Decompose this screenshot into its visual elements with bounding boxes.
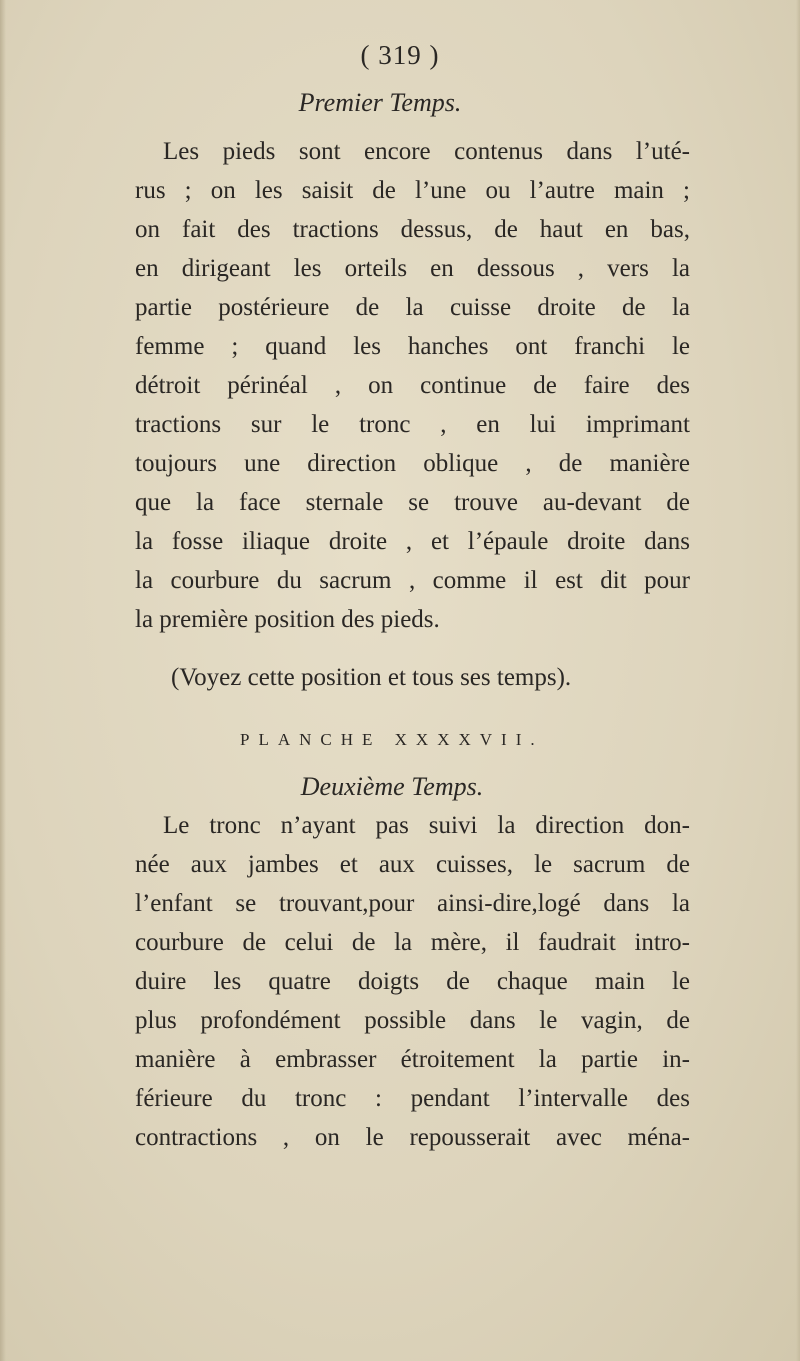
- page-right-edge: [796, 0, 800, 1361]
- plate-caption: PLANCHE XXXXVII.: [240, 730, 544, 749]
- text-line: courbure de celui de la mère, il faudrait intro-: [135, 929, 690, 956]
- text-line: Les pieds sont encore contenus dans l’uté-: [163, 138, 690, 165]
- text-line: manière à embrasser étroitement la partie in-: [135, 1046, 690, 1073]
- text-line: femme ; quand les hanches ont franchi le: [135, 333, 690, 360]
- text-line: contractions , on le repousserait avec ména-: [135, 1124, 690, 1151]
- paragraph-deuxieme-temps: [135, 806, 690, 1157]
- text-line: toujours une direction oblique , de manière: [135, 450, 690, 477]
- text-line: la fosse iliaque droite , et l’épaule droite dans: [135, 528, 690, 555]
- paragraph-premier-temps: [135, 132, 690, 639]
- text-line: férieure du tronc : pendant l’intervalle des: [135, 1085, 690, 1112]
- text-line: duire les quatre doigts de chaque main le: [135, 968, 690, 995]
- figure-reference-note: (Voyez cette position et tous ses temps).: [171, 664, 572, 691]
- text-line: Le tronc n’ayant pas suivi la direction don-: [163, 812, 690, 839]
- text-line: la première position des pieds.: [135, 606, 440, 633]
- section-heading-premier-temps: Premier Temps.: [298, 88, 462, 117]
- text-line: tractions sur le tronc , en lui imprimant: [135, 411, 690, 438]
- text-line: rus ; on les saisit de l’une ou l’autre main ;: [135, 177, 690, 204]
- text-line: en dirigeant les orteils en dessous , vers la: [135, 255, 690, 282]
- text-line: on fait des tractions dessus, de haut en bas,: [135, 216, 690, 243]
- page-number: ( 319 ): [360, 40, 440, 70]
- text-line: partie postérieure de la cuisse droite de la: [135, 294, 690, 321]
- text-line: plus profondément possible dans le vagin, de: [135, 1007, 690, 1034]
- text-line: que la face sternale se trouve au-devant de: [135, 489, 690, 516]
- section-heading-deuxieme-temps: Deuxième Temps.: [300, 772, 484, 801]
- text-line: l’enfant se trouvant,pour ainsi-dire,logé dans la: [135, 890, 690, 917]
- page-left-edge: [0, 0, 6, 1361]
- text-line: détroit périnéal , on continue de faire des: [135, 372, 690, 399]
- text-line: la courbure du sacrum , comme il est dit pour: [135, 567, 690, 594]
- text-line: née aux jambes et aux cuisses, le sacrum de: [135, 851, 690, 878]
